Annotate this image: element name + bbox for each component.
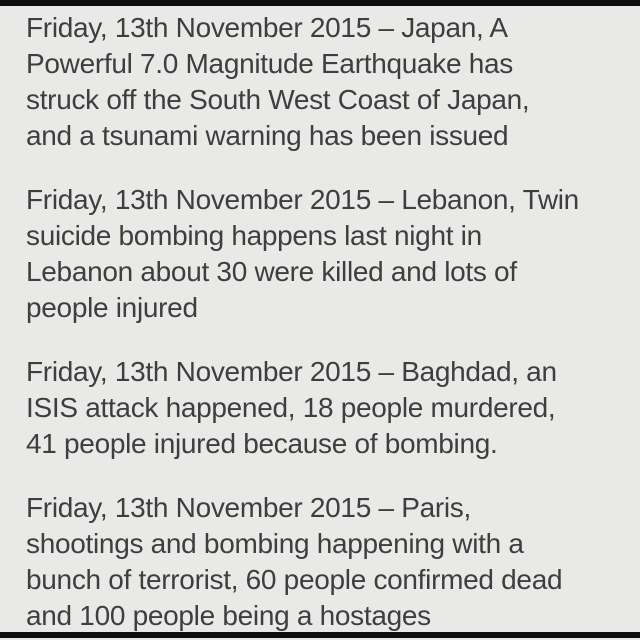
text-line: and a tsunami warning has been issued — [26, 120, 509, 151]
text-line: ISIS attack happened, 18 people murdered, — [26, 392, 556, 423]
text-line: Friday, 13th November 2015 – Lebanon, Twin — [26, 184, 579, 215]
bottom-letterbox-bar — [0, 632, 640, 638]
text-line: suicide bombing happens last night in — [26, 220, 482, 251]
text-line: Friday, 13th November 2015 – Paris, — [26, 492, 471, 523]
top-letterbox-bar — [0, 0, 640, 6]
text-line: Friday, 13th November 2015 – Japan, A — [26, 12, 508, 43]
text-line: bunch of terrorist, 60 people confirmed dead — [26, 564, 563, 595]
text-line: people injured — [26, 292, 198, 323]
text-line: 41 people injured because of bombing. — [26, 428, 498, 459]
news-paragraph-paris — [26, 490, 632, 634]
news-text-block — [26, 10, 632, 640]
text-line: Lebanon about 30 were killed and lots of — [26, 256, 517, 287]
text-line: and 100 people being a hostages — [26, 600, 431, 631]
text-line: shootings and bombing happening with a — [26, 528, 524, 559]
text-line: Powerful 7.0 Magnitude Earthquake has — [26, 48, 513, 79]
text-line: Friday, 13th November 2015 – Baghdad, an — [26, 356, 557, 387]
text-line: struck off the South West Coast of Japan, — [26, 84, 530, 115]
news-paragraph-japan — [26, 10, 632, 154]
news-paragraph-baghdad — [26, 354, 632, 462]
news-paragraph-lebanon — [26, 182, 632, 326]
